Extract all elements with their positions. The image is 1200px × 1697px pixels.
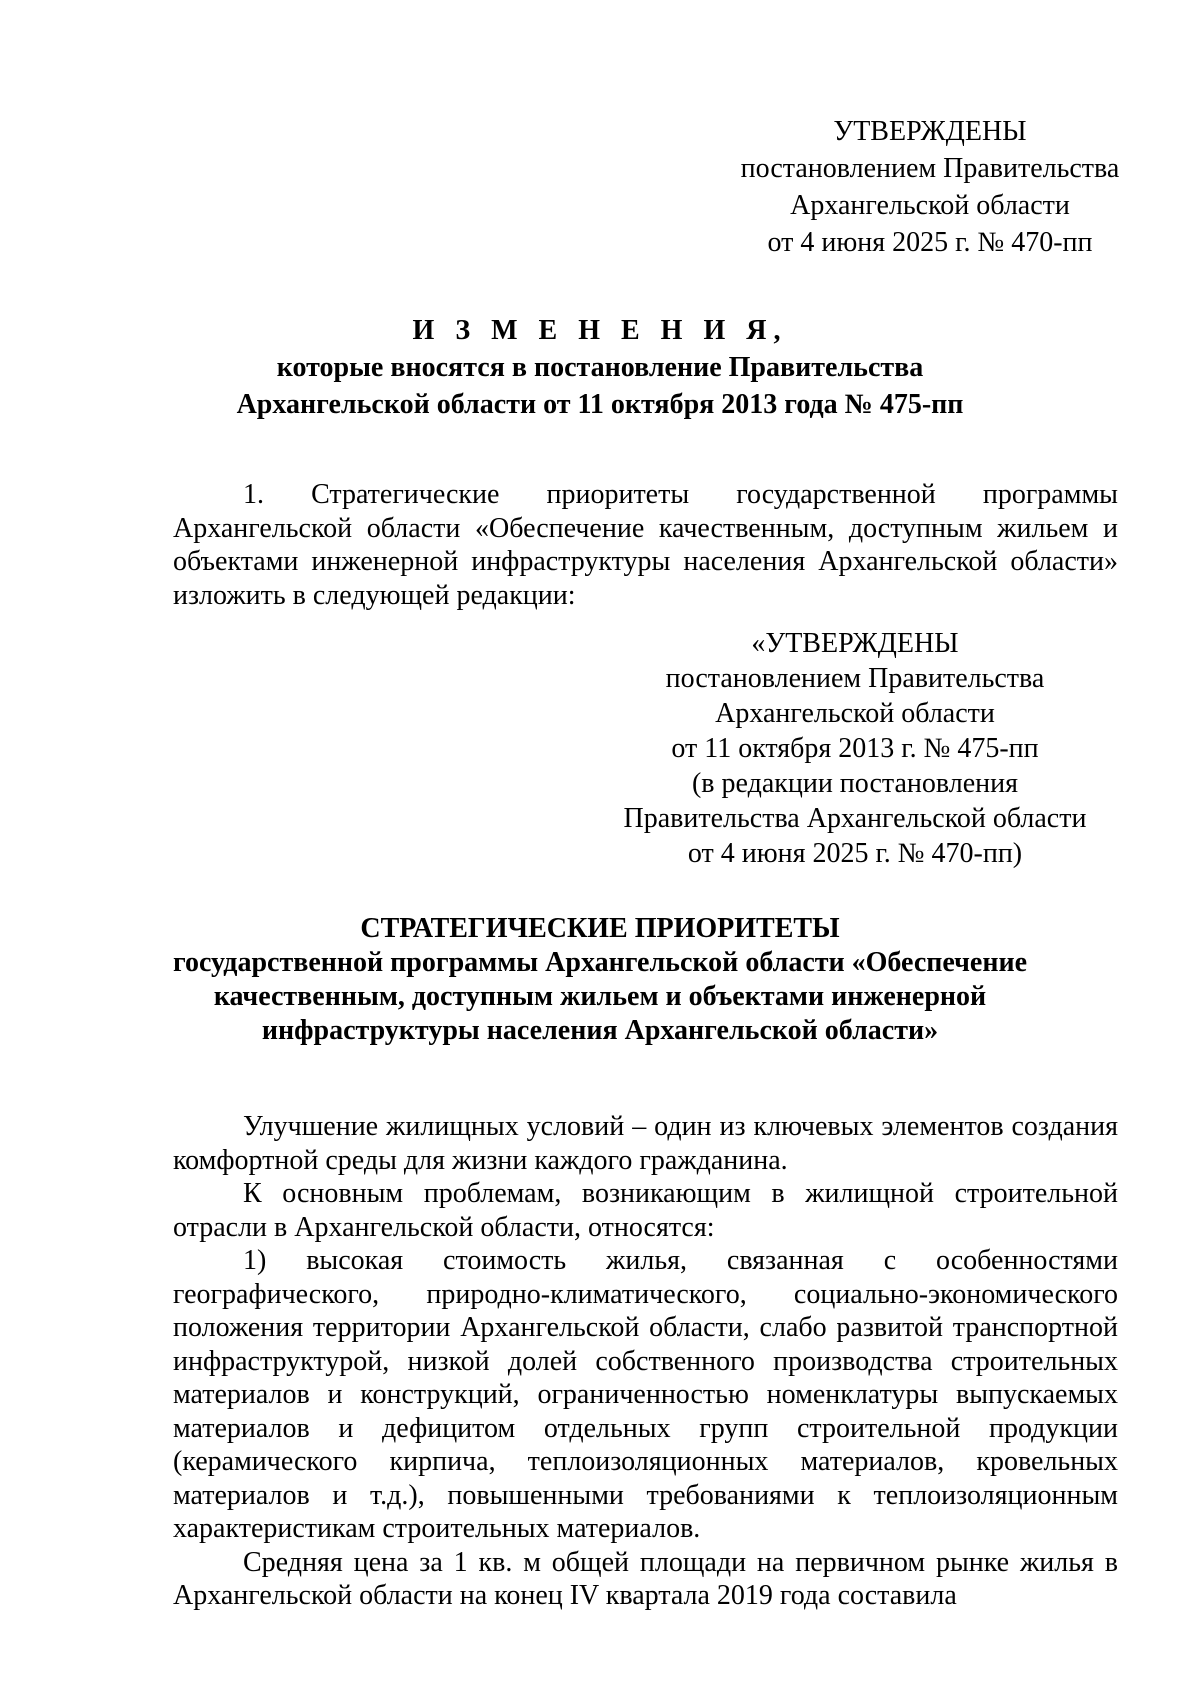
changes-heading bbox=[120, 312, 1080, 423]
approval-inner-line-6: Правительства Архангельской области bbox=[623, 803, 1087, 834]
intro-section bbox=[173, 478, 1118, 612]
paragraph-1: Улучшение жилищных условий – один из ключевых элементов создания комфортной среды для жизни каждого гражданина. bbox=[173, 1111, 1118, 1176]
approval-inner-line-2: постановлением Правительства bbox=[665, 663, 1045, 694]
changes-subtitle-line-2: Архангельской области от 11 октября 2013 года № 475-пп bbox=[236, 389, 964, 420]
approval-inner-line-1: «УТВЕРЖДЕНЫ bbox=[751, 628, 959, 659]
approval-inner-line-7: от 4 июня 2025 г. № 470-пп) bbox=[687, 838, 1023, 869]
changes-subtitle-line-1: которые вносятся в постановление Правительства bbox=[276, 352, 924, 383]
priorities-heading bbox=[120, 912, 1080, 1048]
approval-stamp-top bbox=[700, 113, 1160, 261]
intro-paragraph: 1. Стратегические приоритеты государственной программы Архангельской области «Обеспечение качественным, доступным жильем и объектами инженерной инфраструктуры населения Архангельской области» изложить в следующей редакции: bbox=[173, 479, 1118, 611]
paragraph-4: Средняя цена за 1 кв. м общей площади на первичном рынке жилья в Архангельской области на конец IV квартала 2019 года составила bbox=[173, 1546, 1118, 1611]
priorities-title: СТРАТЕГИЧЕСКИЕ ПРИОРИТЕТЫ bbox=[360, 913, 840, 944]
paragraph-3: 1) высокая стоимость жилья, связанная с особенностями географического, природно-климатического, социально-экономического положения территории Архангельской области, слабо развитой транспортной инфраструктурой, низкой долей собственного производства строительных материалов и конструкций, ограниченностью номенклатуры выпускаемых материалов и дефицитом отдельных групп строительной продукции (керамического кирпича, теплоизоляционных материалов, кровельных материалов и т.д.), повышенными требованиями к теплоизоляционным характеристикам строительных материалов. bbox=[173, 1245, 1118, 1544]
main-body bbox=[173, 1110, 1118, 1613]
approval-stamp-inner bbox=[605, 626, 1105, 871]
approval-top-line-2: постановлением Правительства bbox=[740, 153, 1120, 184]
paragraph-2: К основным проблемам, возникающим в жилищной строительной отрасли в Архангельской области, относятся: bbox=[173, 1178, 1118, 1243]
approval-inner-line-4: от 11 октября 2013 г. № 475-пп bbox=[671, 733, 1039, 764]
priorities-subtitle-line-3: инфраструктуры населения Архангельской области» bbox=[261, 1015, 939, 1046]
approval-top-line-1: УТВЕРЖДЕНЫ bbox=[833, 116, 1027, 147]
priorities-subtitle-line-2: качественным, доступным жильем и объектами инженерной bbox=[213, 981, 987, 1012]
approval-inner-line-3: Архангельской области bbox=[715, 698, 995, 729]
approval-top-line-3: Архангельской области bbox=[790, 190, 1070, 221]
priorities-subtitle-line-1: государственной программы Архангельской области «Обеспечение bbox=[172, 947, 1028, 978]
changes-title: И З М Е Н Е Н И Я, bbox=[412, 315, 788, 346]
approval-top-line-4: от 4 июня 2025 г. № 470-пп bbox=[767, 227, 1093, 258]
approval-inner-line-5: (в редакции постановления bbox=[691, 768, 1019, 799]
